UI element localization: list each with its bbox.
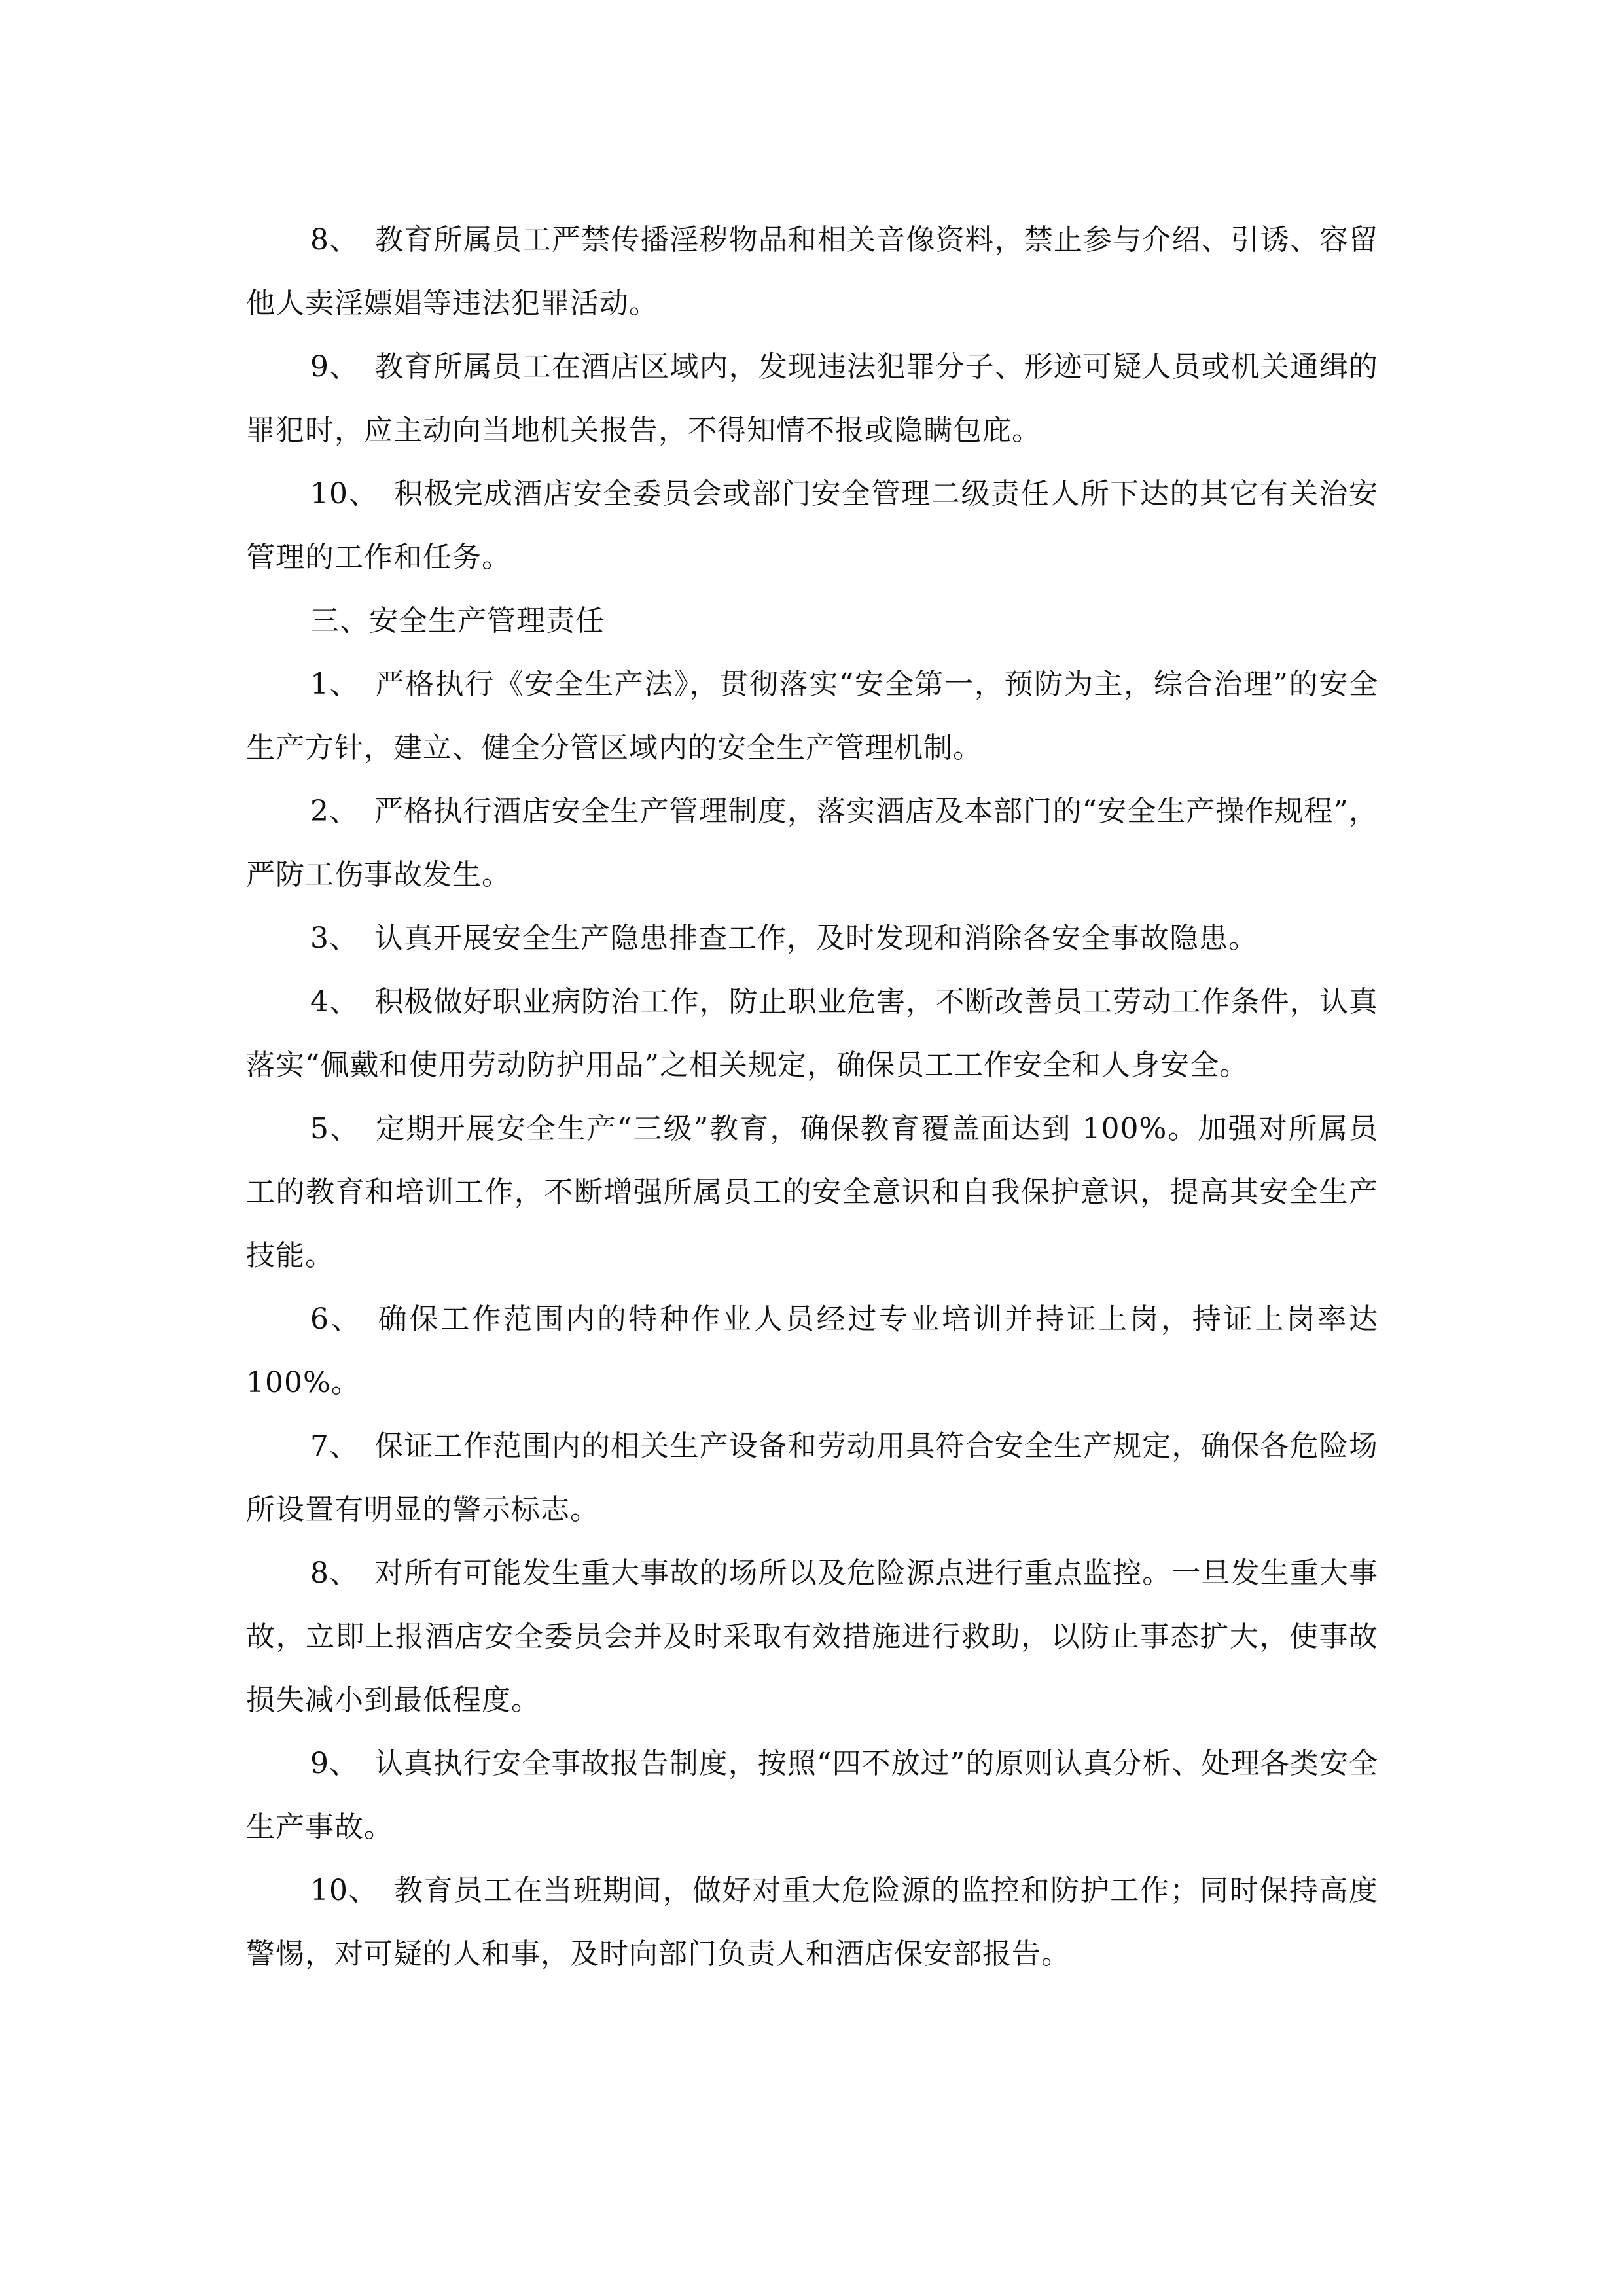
list-item <box>246 1541 1378 1732</box>
item-number: 8、 <box>310 1556 359 1590</box>
item-number: 9、 <box>310 1747 359 1780</box>
list-item <box>246 462 1378 589</box>
item-text: 严格执行《安全生产法》，贯彻落实“安全第一，预防为主，综合治理”的安全生产方针，建立、健全分管区域内的安全生产管理机制。 <box>246 668 1378 764</box>
item-number: 2、 <box>310 795 359 828</box>
item-text: 积极完成酒店安全委员会或部门安全管理二级责任人所下达的其它有关治安管理的工作和任务。 <box>246 477 1378 574</box>
item-number: 4、 <box>310 985 359 1018</box>
section-heading: 三、安全生产管理责任 <box>310 604 605 637</box>
list-item <box>246 653 1378 780</box>
item-text: 教育员工在当班期间，做好对重大危险源的监控和防护工作；同时保持高度警惕，对可疑的人和事，及时向部门负责人和酒店保安部报告。 <box>246 1874 1378 1971</box>
list-item <box>246 1097 1378 1287</box>
item-number: 3、 <box>310 922 359 955</box>
item-number: 7、 <box>310 1429 359 1463</box>
item-text: 严格执行酒店安全生产管理制度，落实酒店及本部门的“安全生产操作规程”，严防工伤事故发生。 <box>246 795 1378 891</box>
list-item <box>246 335 1378 462</box>
item-text: 对所有可能发生重大事故的场所以及危险源点进行重点监控。一旦发生重大事故，立即上报酒店安全委员会并及时采取有效措施进行救助，以防止事态扩大，使事故损失减小到最低程度。 <box>246 1556 1379 1717</box>
item-text: 积极做好职业病防治工作，防止职业危害，不断改善员工劳动工作条件，认真落实“佩戴和使用劳动防护用品”之相关规定，确保员工工作安全和人身安全。 <box>246 985 1379 1082</box>
item-number: 10、 <box>310 477 379 511</box>
list-item <box>246 208 1378 335</box>
item-text: 认真执行安全事故报告制度，按照“四不放过”的原则认真分析、处理各类安全生产事故。 <box>246 1747 1378 1844</box>
item-number: 6、 <box>310 1302 363 1336</box>
item-number: 9、 <box>310 350 359 384</box>
list-item <box>246 1287 1378 1414</box>
list-item <box>246 1414 1378 1541</box>
item-text: 定期开展安全生产“三级”教育，确保教育覆盖面达到 100%。加强对所属员工的教育和培训工作，不断增强所属员工的安全意识和自我保护意识，提高其安全生产技能。 <box>246 1112 1378 1272</box>
item-text: 保证工作范围内的相关生产设备和劳动用具符合安全生产规定，确保各危险场所设置有明显的警示标志。 <box>246 1429 1379 1526</box>
item-text: 教育所属员工严禁传播淫秽物品和相关音像资料，禁止参与介绍、引诱、容留他人卖淫嫖娼等违法犯罪活动。 <box>246 223 1379 320</box>
list-item <box>246 970 1378 1097</box>
document-page <box>246 208 1378 1986</box>
item-number: 5、 <box>310 1112 361 1145</box>
item-number: 8、 <box>310 223 359 257</box>
item-text: 教育所属员工在酒店区域内，发现违法犯罪分子、形迹可疑人员或机关通缉的罪犯时，应主动向当地机关报告，不得知情不报或隐瞒包庇。 <box>246 350 1379 447</box>
list-item <box>246 780 1378 906</box>
list-item <box>246 1859 1378 1986</box>
list-item <box>246 906 1378 970</box>
item-number: 1、 <box>310 668 360 701</box>
item-text: 认真开展安全生产隐患排查工作，及时发现和消除各安全事故隐患。 <box>374 922 1258 955</box>
item-text: 确保工作范围内的特种作业人员经过专业培训并持证上岗，持证上岗率达 100%。 <box>246 1302 1379 1399</box>
item-number: 10、 <box>310 1874 379 1907</box>
list-item <box>246 1732 1378 1859</box>
